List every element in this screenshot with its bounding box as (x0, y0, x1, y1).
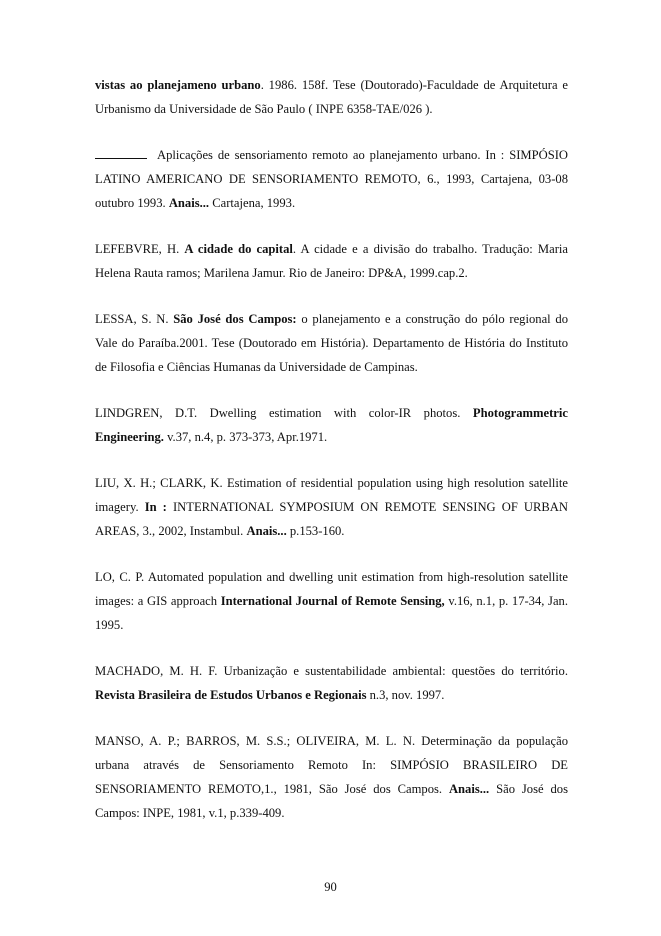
reference-entry (95, 237, 568, 285)
reference-entry (95, 729, 568, 825)
reference-entry (95, 659, 568, 707)
reference-title: Revista Brasileira de Estudos Urbanos e Regionais (95, 688, 367, 702)
reference-label: In : (144, 500, 167, 514)
reference-text: LINDGREN, D.T. Dwelling estimation with color-IR photos. (95, 406, 473, 420)
reference-title: Anais... (168, 196, 210, 210)
reference-title: Photogrammetric Engineering. (95, 406, 568, 444)
reference-entry (95, 143, 568, 215)
reference-title: São José dos Campos: (173, 312, 297, 326)
reference-title: A cidade do capital (184, 242, 293, 256)
reference-text: v.37, n.4, p. 373-373, Apr.1971. (163, 430, 328, 444)
reference-title: International Journal of Remote Sensing, (220, 594, 445, 608)
author-repeat-line (95, 148, 147, 159)
reference-entry (95, 307, 568, 379)
reference-title: vistas ao planejameno urbano (95, 78, 261, 92)
reference-entry (95, 401, 568, 449)
reference-entry (95, 471, 568, 543)
page-number: 90 (324, 880, 337, 894)
reference-text: LO, C. P. Automated population and dwelling unit estimation from high-resolution satellite images: a GIS approach (95, 570, 568, 608)
reference-list (95, 73, 568, 847)
reference-text: Aplicações de sensoriamento remoto ao planejamento urbano. In : SIMPÓSIO LATINO AMERICANO DE SENSORIAMENTO REMOTO, 6., 1993, Cartajena, 03-08 outubro 1993. (95, 148, 568, 210)
reference-text: São José dos Campos: INPE, 1981, v.1, p.339-409. (95, 782, 568, 820)
reference-text: n.3, nov. 1997. (366, 688, 445, 702)
reference-entry (95, 565, 568, 637)
reference-text: MANSO, A. P.; BARROS, M. S.S.; OLIVEIRA, M. L. N. Determinação da população urbana através de Sensoriamento Remoto In: SIMPÓSIO BRASILEIRO DE SENSORIAMENTO REMOTO,1., 1981, São José dos Campos. (95, 734, 568, 796)
reference-text: INTERNATIONAL SYMPOSIUM ON REMOTE SENSING OF URBAN AREAS, 3., 2002, Instambul. (95, 500, 569, 538)
reference-text: . A cidade e a divisão do trabalho. Tradução: Maria Helena Rauta ramos; Marilena Jamur. Rio de Janeiro: DP&A, 1999.cap.2. (95, 242, 569, 280)
reference-title: Anais... (246, 524, 287, 538)
reference-text: MACHADO, M. H. F. Urbanização e sustentabilidade ambiental: questões do território. (95, 664, 568, 678)
reference-text: . 1986. 158f. Tese (Doutorado)-Faculdade de Arquitetura e Urbanismo da Universidade de São Paulo ( INPE 6358-TAE/026 ). (95, 78, 569, 116)
reference-entry (95, 73, 568, 121)
reference-text: o planejamento e a construção do pólo regional do Vale do Paraíba.2001. Tese (Doutorado em História). Departamento de História do Instituto de Filosofia e Ciências Humanas da Universidade de Campinas. (95, 312, 568, 374)
reference-text: Cartajena, 1993. (209, 196, 296, 210)
reference-text: p.153-160. (286, 524, 345, 538)
reference-text: LESSA, S. N. (95, 312, 174, 326)
reference-text: LEFEBVRE, H. (95, 242, 185, 256)
reference-text: LIU, X. H.; CLARK, K. Estimation of residential population using high resolution satellite imagery. (95, 476, 568, 514)
reference-title: Anais... (448, 782, 490, 796)
reference-text: v.16, n.1, p. 17-34, Jan. 1995. (95, 594, 568, 632)
